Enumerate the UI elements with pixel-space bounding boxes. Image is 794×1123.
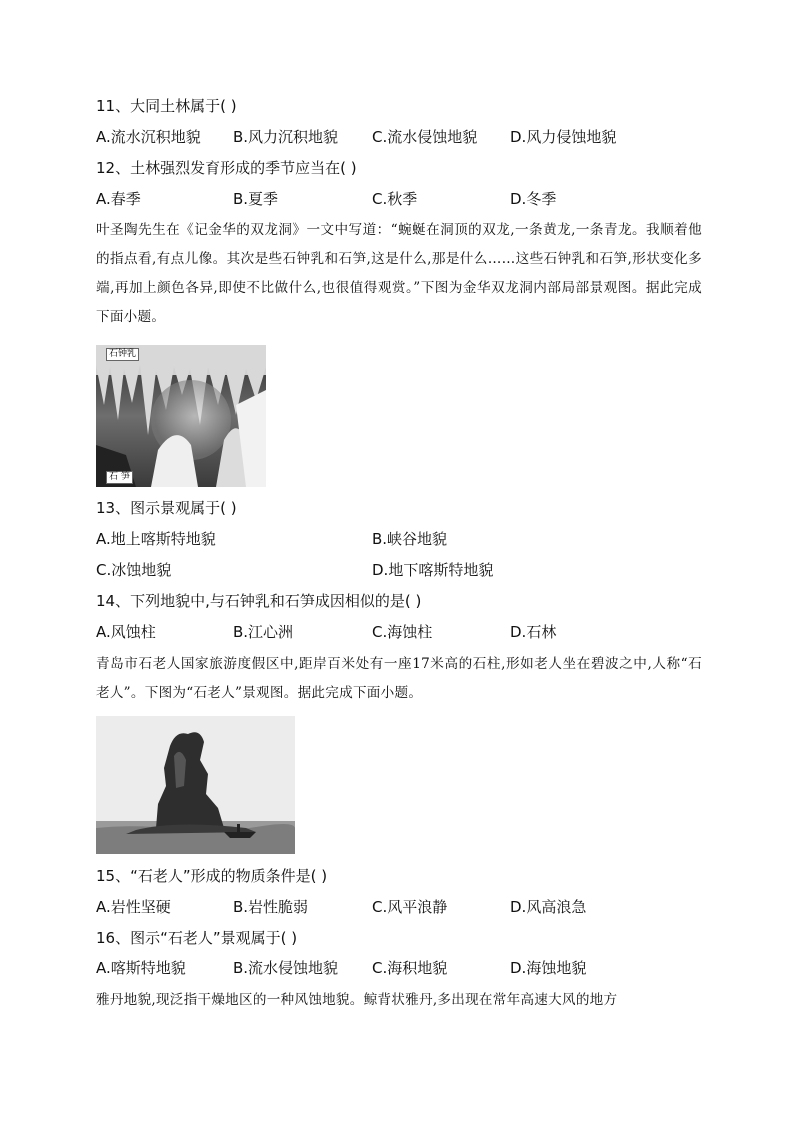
- question-13-option-b: B.峡谷地貌: [372, 530, 448, 548]
- passage-shuanglong-cave: 叶圣陶先生在《记金华的双龙洞》一文中写道：“蜿蜒在洞顶的双龙,一条黄龙,一条青龙。我顺着他的指点看,有点儿像。其次是些石钟乳和石笋,这是什么,那是什么……这些石钟乳和石笋,形状变化多端,再加上颜色各异,即使不比做什么,也很值得观赏。”下图为金华双龙洞内部局部景观图。据此完成下面小题。: [96, 222, 702, 325]
- question-12-option-a: A.春季: [96, 190, 141, 208]
- question-12-option-c: C.秋季: [372, 190, 418, 208]
- sea-stack-photo: [96, 716, 295, 854]
- question-14-option-c: C.海蚀柱: [372, 623, 433, 641]
- question-12-stem: 12、土林强烈发育形成的季节应当在( ): [96, 159, 357, 177]
- question-16-stem: 16、图示“石老人”景观属于( ): [96, 929, 298, 947]
- question-15-option-c: C.风平浪静: [372, 898, 448, 916]
- question-13-option-c: C.冰蚀地貌: [96, 561, 172, 579]
- question-12-option-b: B.夏季: [233, 190, 279, 208]
- stalactite-label: 石钟乳: [106, 348, 139, 361]
- question-13-stem: 13、图示景观属于( ): [96, 499, 237, 517]
- question-13-option-a: A.地上喀斯特地貌: [96, 530, 216, 548]
- question-14-stem: 14、下列地貌中,与石钟乳和石笋成因相似的是( ): [96, 592, 422, 610]
- question-16-option-d: D.海蚀地貌: [510, 959, 587, 977]
- question-11-option-b: B.风力沉积地貌: [233, 128, 339, 146]
- question-15-option-d: D.风高浪急: [510, 898, 587, 916]
- question-11-stem: 11、大同土林属于( ): [96, 97, 237, 115]
- question-15-option-b: B.岩性脆弱: [233, 898, 309, 916]
- sea-stack-illustration: [96, 716, 295, 854]
- question-15-stem: 15、“石老人”形成的物质条件是( ): [96, 867, 328, 885]
- question-11-option-d: D.风力侵蚀地貌: [510, 128, 617, 146]
- question-16-option-a: A.喀斯特地貌: [96, 959, 186, 977]
- question-14-option-a: A.风蚀柱: [96, 623, 156, 641]
- question-11-option-c: C.流水侵蚀地貌: [372, 128, 478, 146]
- question-15-option-a: A.岩性坚硬: [96, 898, 171, 916]
- passage-yardang: 雅丹地貌,现泛指干燥地区的一种风蚀地貌。鲸背状雅丹,多出现在常年高速大风的地方: [96, 992, 618, 1008]
- question-12-option-d: D.冬季: [510, 190, 557, 208]
- question-16-option-c: C.海积地貌: [372, 959, 448, 977]
- question-13-option-d: D.地下喀斯特地貌: [372, 561, 494, 579]
- question-11-option-a: A.流水沉积地貌: [96, 128, 201, 146]
- question-14-option-d: D.石林: [510, 623, 557, 641]
- question-14-option-b: B.江心洲: [233, 623, 294, 641]
- cave-photo: [96, 345, 266, 487]
- passage-shilaoren: 青岛市石老人国家旅游度假区中,距岸百米处有一座17米高的石柱,形如老人坐在碧波之中,人称“石老人”。下图为“石老人”景观图。据此完成下面小题。: [96, 656, 702, 701]
- cave-illustration: [96, 345, 266, 487]
- stalagmite-label: 石 笋: [106, 471, 133, 484]
- question-16-option-b: B.流水侵蚀地貌: [233, 959, 339, 977]
